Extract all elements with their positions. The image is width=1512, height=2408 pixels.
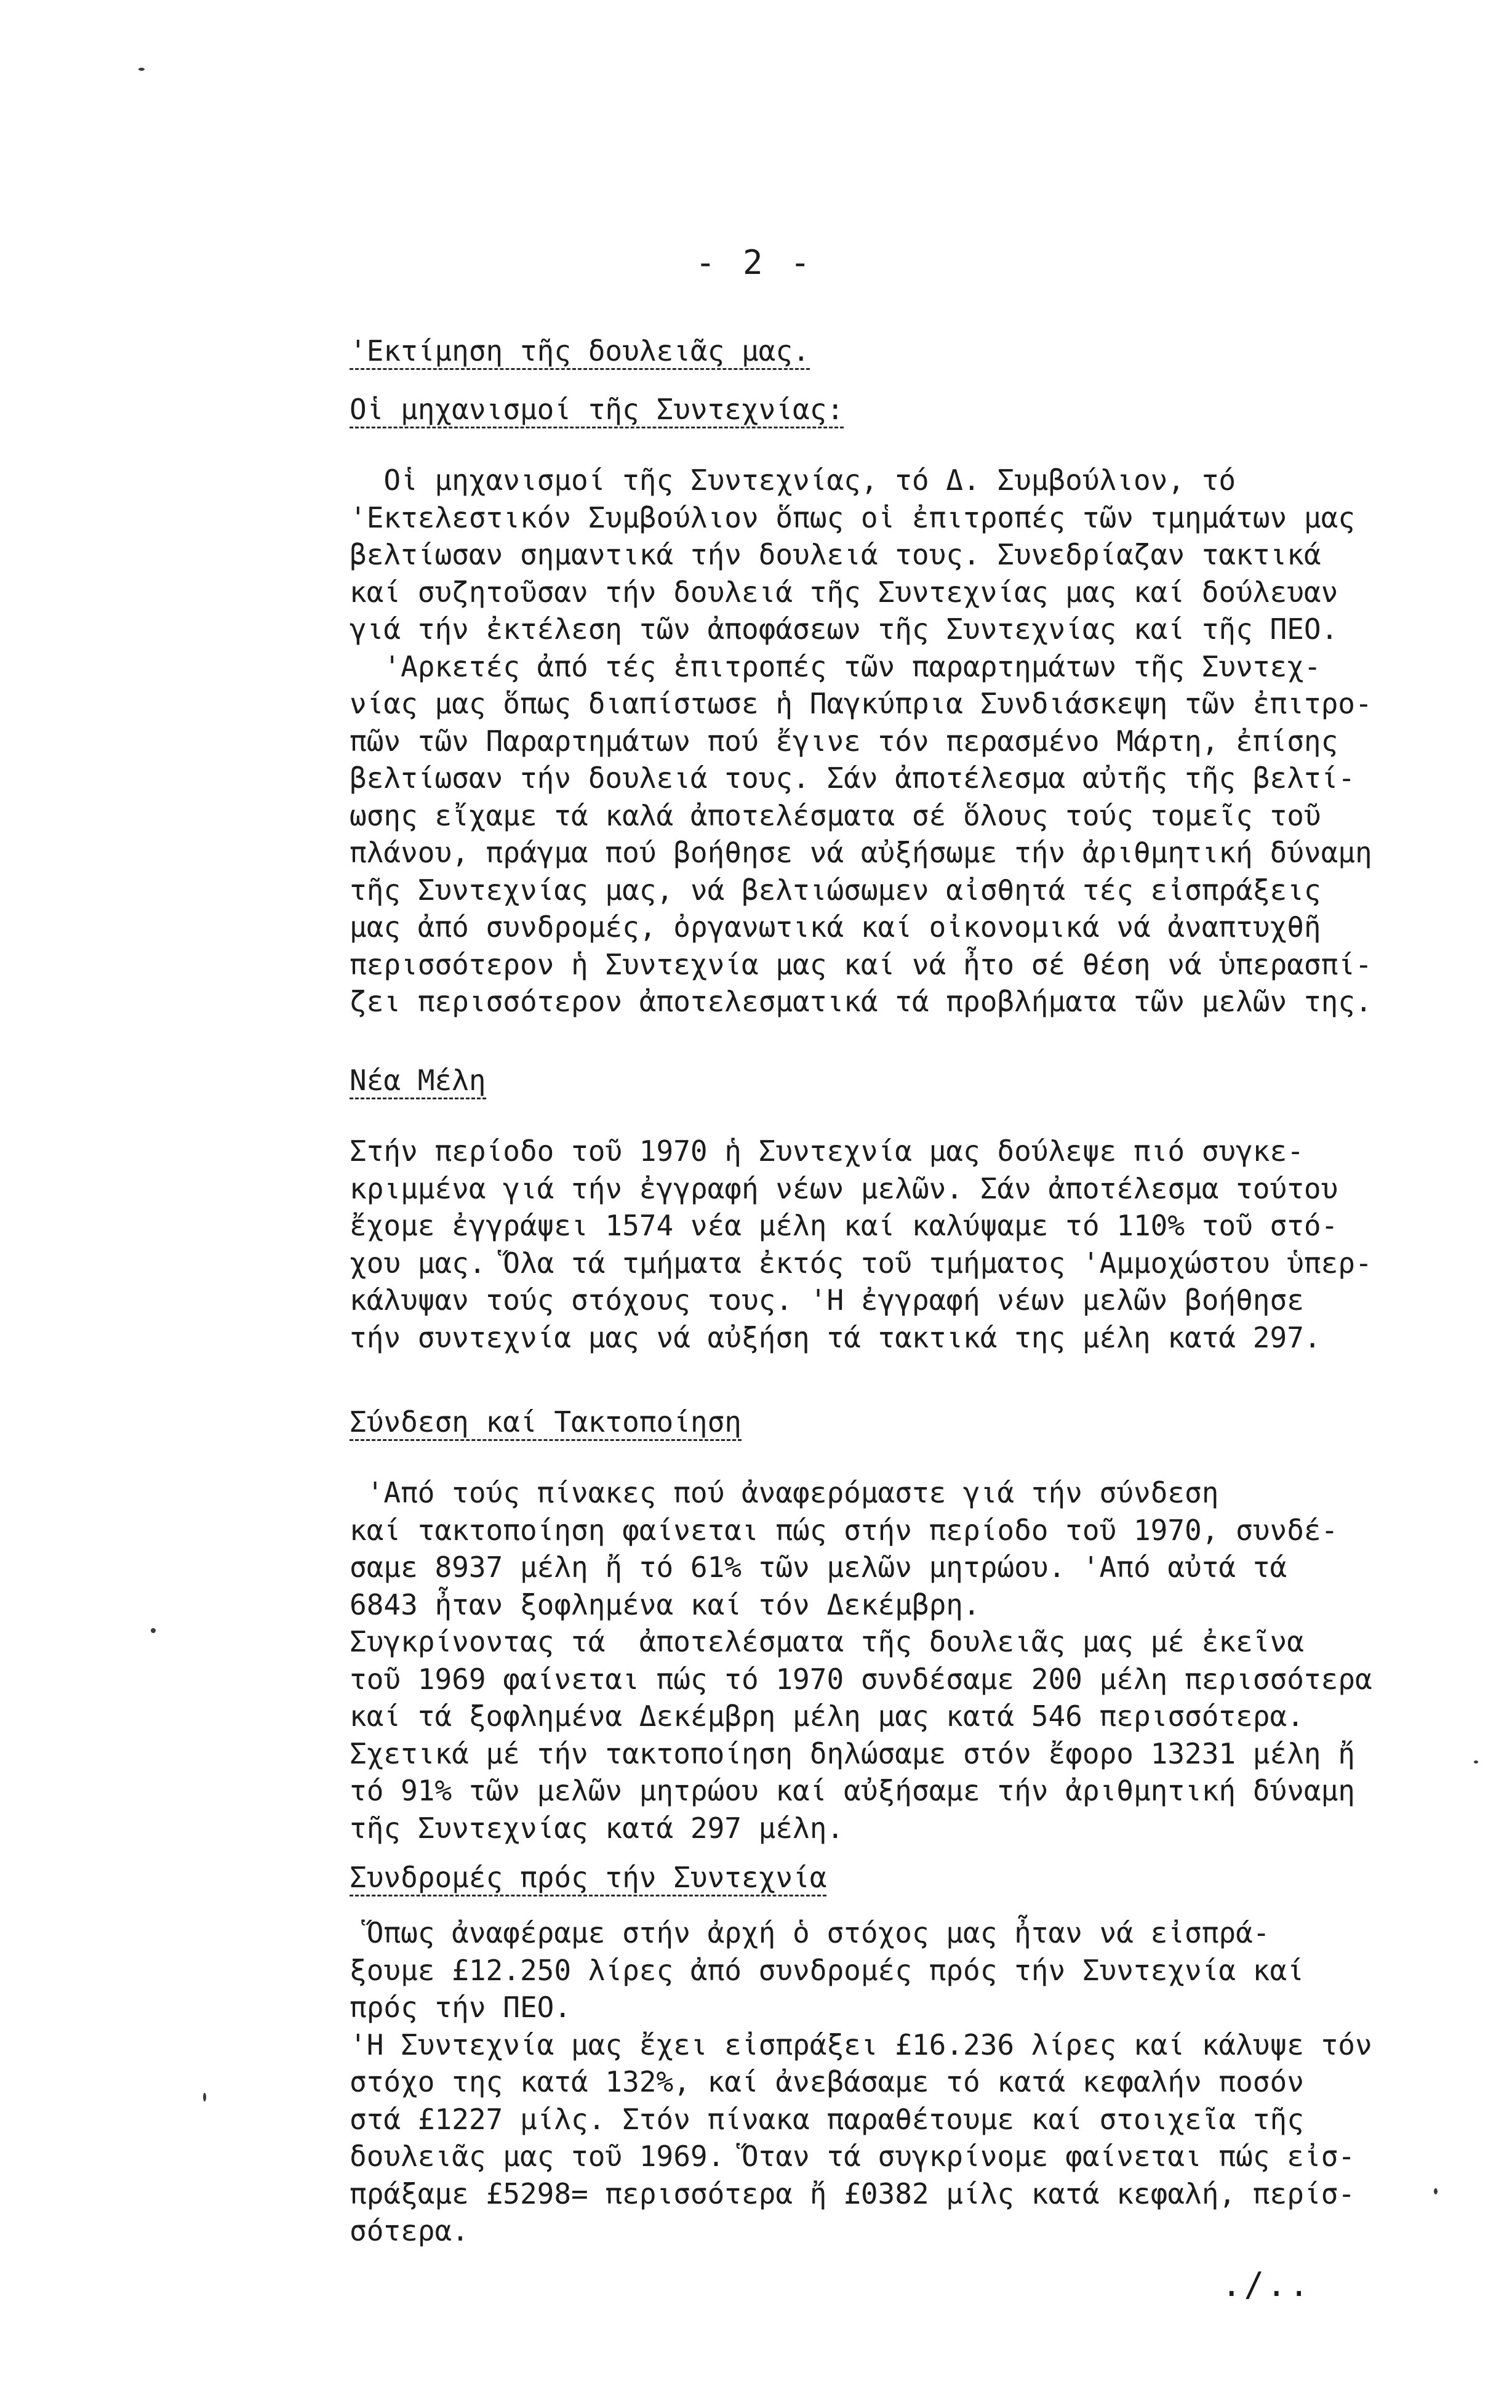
- text-line: Στήν περίοδο τοῦ 1970 ἡ Συντεχνία μας δούλεψε πιό συγκε-: [350, 1134, 1304, 1168]
- text-line: καί τά ξοφλημένα Δεκέμβρη μέλη μας κατά 546 περισσότερα.: [350, 1700, 1304, 1733]
- section-body-new-members: [350, 1133, 1420, 1356]
- text-line: 6843 ἦταν ξοφλημένα καί τόν Δεκέμβρη.: [350, 1587, 980, 1621]
- text-line: πρός τήν ΠΕΟ.: [350, 1991, 572, 2024]
- text-line: κάλυψαν τούς στόχους τους. 'Η ἐγγραφή νέων μελῶν βοήθησε: [350, 1283, 1304, 1317]
- section-heading-connection: Σύνδεση καί Τακτοποίηση: [350, 1407, 742, 1441]
- section-heading-new-members: Νέα Μέλη: [350, 1065, 486, 1099]
- text-line: βελτίωσαν τήν δουλειά τους. Σάν ἀποτέλεσμα αὐτῆς τῆς βελτί-: [350, 761, 1355, 795]
- document-title: 'Εκτίμηση τῆς δουλειᾶς μας.: [350, 335, 810, 370]
- text-line: Ὅπως ἀναφέραμε στήν ἀρχή ὁ στόχος μας ἦταν νά εἰσπρά-: [350, 1916, 1270, 1949]
- text-line: πλάνου, πράγμα πού βοήθησε νά αὐξήσωμε τήν ἀριθμητική δύναμη: [350, 836, 1372, 869]
- text-line: πῶν τῶν Παραρτημάτων πού ἔγινε τόν περασμένο Μάρτη, ἐπίσης: [350, 724, 1338, 758]
- text-line: μας ἀπό συνδρομές, ὀργανωτικά καί οἰκονομικά νά ἀναπτυχθῆ: [350, 910, 1321, 944]
- text-line: πράξαμε £5298= περισσότερα ἤ £0382 μίλς κατά κεφαλή, περίσ-: [350, 2177, 1355, 2210]
- text-line: χου μας. Ὅλα τά τμήματα ἐκτός τοῦ τμήματος 'Αμμοχώστου ὑπερ-: [350, 1246, 1372, 1280]
- section-body-subscriptions: [350, 1914, 1420, 2250]
- text-line: 'Αρκετές ἀπό τές ἐπιτροπές τῶν παραρτημάτων τῆς Συντεχ-: [350, 649, 1321, 683]
- text-line: τήν συντεχνία μας νά αὐξήση τά τακτικά της μέλη κατά 297.: [350, 1320, 1321, 1354]
- text-line: ζει περισσότερον ἀποτελεσματικά τά προβλήματα τῶν μελῶν της.: [350, 985, 1372, 1018]
- text-line: τῆς Συντεχνίας μας, νά βελτιώσωμεν αἰσθητά τές εἰσπράξεις: [350, 873, 1321, 907]
- text-line: σότερα.: [350, 2214, 469, 2247]
- text-line: περισσότερον ἡ Συντεχνία μας καί νά ἦτο σέ θέση νά ὑπερασπί-: [350, 947, 1372, 981]
- text-line: Οἱ μηχανισμοί τῆς Συντεχνίας, τό Δ. Συμβούλιον, τό: [350, 464, 1236, 497]
- section-body-mechanisms: [350, 462, 1420, 1021]
- scan-speck: [138, 68, 145, 71]
- text-line: ἔχομε ἐγγράψει 1574 νέα μέλη καί καλύψαμε τό 110% τοῦ στό-: [350, 1209, 1338, 1242]
- text-line: γιά τήν ἐκτέλεση τῶν ἀποφάσεων τῆς Συντεχνίας καί τῆς ΠΕΟ.: [350, 612, 1338, 646]
- text-line: στά £1227 μίλς. Στόν πίνακα παραθέτουμε καί στοιχεῖα τῆς: [350, 2102, 1304, 2136]
- text-line: κριμμένα γιά τήν ἐγγραφή νέων μελῶν. Σάν ἀποτέλεσμα τούτου: [350, 1171, 1338, 1205]
- text-line: στόχο της κατά 132%, καί ἀνεβάσαμε τό κατά κεφαλήν ποσόν: [350, 2065, 1304, 2098]
- scan-speck: [203, 2093, 206, 2101]
- text-line: τοῦ 1969 φαίνεται πώς τό 1970 συνδέσαμε 200 μέλη περισσότερα: [350, 1662, 1372, 1696]
- text-line: ξουμε £12.250 λίρες ἀπό συνδρομές πρός τήν Συντεχνία καί: [350, 1953, 1304, 1987]
- scan-speck: [151, 1628, 156, 1633]
- text-line: Συγκρίνοντας τά ἀποτελέσματα τῆς δουλειᾶς μας μέ ἐκεῖνα: [350, 1625, 1304, 1658]
- text-line: καί τακτοποίηση φαίνεται πώς στήν περίοδο τοῦ 1970, συνδέ-: [350, 1513, 1338, 1547]
- scan-speck: [1474, 1760, 1478, 1764]
- section-heading-mechanisms: Οἱ μηχανισμοί τῆς Συντεχνίας:: [350, 394, 844, 428]
- text-line: Σχετικά μέ τήν τακτοποίηση δηλώσαμε στόν ἔφορο 13231 μέλη ἤ: [350, 1736, 1355, 1770]
- text-line: σαμε 8937 μέλη ἤ τό 61% τῶν μελῶν μητρώου. 'Από αὐτά τά: [350, 1551, 1287, 1584]
- text-line: τό 91% τῶν μελῶν μητρώου καί αὐξήσαμε τήν ἀριθμητική δύναμη: [350, 1774, 1355, 1807]
- text-line: καί συζητοῦσαν τήν δουλειά τῆς Συντεχνίας μας καί δούλευαν: [350, 575, 1338, 609]
- section-heading-subscriptions: Συνδρομές πρός τήν Συντεχνία: [350, 1862, 826, 1896]
- continuation-mark: ./..: [1222, 2265, 1312, 2304]
- text-line: δουλειᾶς μας τοῦ 1969. Ὅταν τά συγκρίνομε φαίνεται πώς εἰσ-: [350, 2140, 1355, 2173]
- text-line: 'Η Συντεχνία μας ἔχει εἰσπράξει £16.236 λίρες καί κάλυψε τόν: [350, 2028, 1372, 2061]
- scan-speck: [1434, 2188, 1438, 2194]
- text-line: 'Εκτελεστικόν Συμβούλιον ὅπως οἱ ἐπιτροπές τῶν τμημάτων μας: [350, 500, 1355, 534]
- page-number: - 2 -: [695, 243, 814, 282]
- section-body-connection: [350, 1474, 1420, 1847]
- text-line: νίας μας ὅπως διαπίστωσε ἡ Παγκύπρια Συνδιάσκεψη τῶν ἐπιτρο-: [350, 687, 1372, 720]
- text-line: ωσης εἴχαμε τά καλά ἀποτελέσματα σέ ὅλους τούς τομεῖς τοῦ: [350, 798, 1321, 832]
- text-line: 'Από τούς πίνακες πού ἀναφερόμαστε γιά τήν σύνδεση: [350, 1476, 1219, 1509]
- text-line: τῆς Συντεχνίας κατά 297 μέλη.: [350, 1811, 844, 1845]
- text-line: βελτίωσαν σημαντικά τήν δουλειά τους. Συνεδρίαζαν τακτικά: [350, 538, 1321, 571]
